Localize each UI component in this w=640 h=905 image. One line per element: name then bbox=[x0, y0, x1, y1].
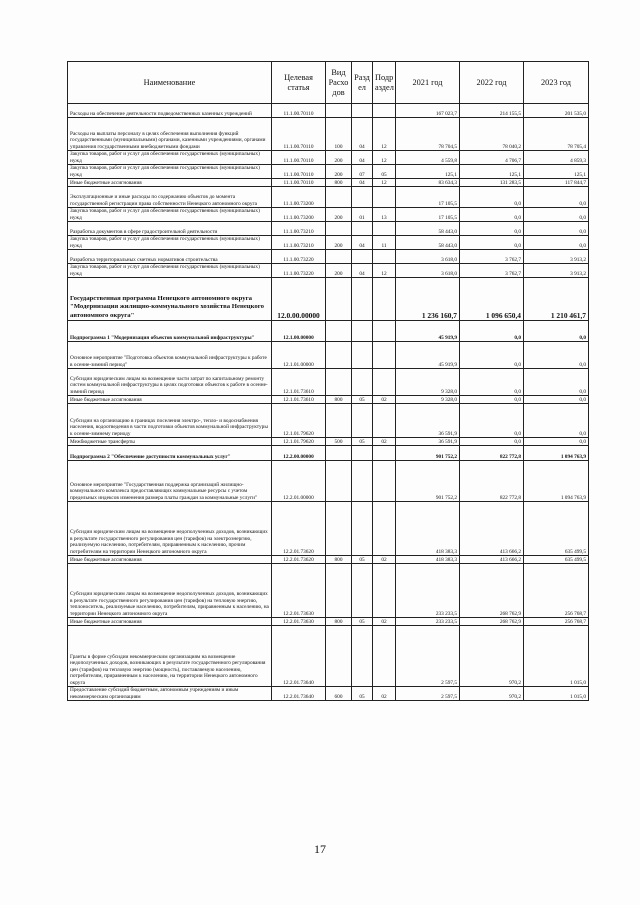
row-amount-2023: 635 499,5 bbox=[524, 502, 589, 556]
row-subsection bbox=[373, 626, 396, 687]
row-section bbox=[352, 404, 373, 438]
row-target-article: 12.1.01.73610 bbox=[272, 369, 326, 396]
row-target-article: 12.1.00.00000 bbox=[272, 321, 326, 342]
row-expense-type bbox=[326, 404, 352, 438]
table-row bbox=[68, 438, 589, 446]
row-amount-2022: 4 706,7 bbox=[460, 151, 524, 165]
row-subsection: 12 bbox=[373, 179, 396, 187]
table-row bbox=[68, 222, 589, 236]
table-body bbox=[68, 104, 589, 701]
row-amount-2022: 1 096 650,4 bbox=[460, 278, 524, 321]
row-subsection: 12 bbox=[373, 118, 396, 151]
table-row bbox=[68, 618, 589, 626]
row-amount-2023: 0,0 bbox=[524, 236, 589, 250]
row-name: Иные бюджетные ассигнования bbox=[68, 618, 272, 626]
row-name: Иные бюджетные ассигнования bbox=[68, 179, 272, 187]
row-amount-2023: 117 844,7 bbox=[524, 179, 589, 187]
row-subsection: 12 bbox=[373, 151, 396, 165]
row-amount-2023: 0,0 bbox=[524, 187, 589, 208]
row-amount-2022: 131 283,5 bbox=[460, 179, 524, 187]
row-amount-2022: 970,2 bbox=[460, 626, 524, 687]
row-amount-2021: 45 919,9 bbox=[396, 342, 460, 369]
row-amount-2023: 256 768,7 bbox=[524, 564, 589, 618]
row-section: 05 bbox=[352, 556, 373, 564]
table-row bbox=[68, 236, 589, 250]
row-expense-type bbox=[326, 369, 352, 396]
row-target-article: 11.1.00.70110 bbox=[272, 165, 326, 179]
row-expense-type: 100 bbox=[326, 118, 352, 151]
row-expense-type bbox=[326, 187, 352, 208]
header-year-2023: 2023 год bbox=[524, 62, 589, 104]
row-name: Закупка товаров, работ и услуг для обеспечения государственных (муниципальных) нужд bbox=[68, 264, 272, 278]
table-row bbox=[68, 502, 589, 556]
row-expense-type bbox=[326, 342, 352, 369]
row-amount-2023: 0,0 bbox=[524, 404, 589, 438]
row-section bbox=[352, 626, 373, 687]
row-amount-2022: 413 666,2 bbox=[460, 556, 524, 564]
row-amount-2021: 418 383,3 bbox=[396, 502, 460, 556]
row-name: Закупка товаров, работ и услуг для обеспечения государственных (муниципальных) нужд bbox=[68, 208, 272, 222]
row-amount-2022: 3 762,7 bbox=[460, 250, 524, 264]
row-expense-type bbox=[326, 564, 352, 618]
row-target-article: 12.2.01.00000 bbox=[272, 461, 326, 502]
row-amount-2023: 0,0 bbox=[524, 208, 589, 222]
row-amount-2023: 0,0 bbox=[524, 369, 589, 396]
row-amount-2023: 0,0 bbox=[524, 222, 589, 236]
row-section: 07 bbox=[352, 165, 373, 179]
row-name: Предоставление субсидий бюджетным, автономным учреждениям и иным некоммерческим организациям bbox=[68, 687, 272, 701]
header-section: Разд ел bbox=[352, 62, 373, 104]
row-amount-2022: 0,0 bbox=[460, 187, 524, 208]
row-amount-2021: 45 919,9 bbox=[396, 321, 460, 342]
table-row bbox=[68, 250, 589, 264]
row-amount-2022: 214 155,5 bbox=[460, 104, 524, 118]
row-section bbox=[352, 104, 373, 118]
row-expense-type bbox=[326, 321, 352, 342]
row-amount-2022: 822 772,8 bbox=[460, 446, 524, 461]
row-amount-2022: 0,0 bbox=[460, 404, 524, 438]
row-amount-2021: 125,1 bbox=[396, 165, 460, 179]
row-name: Расходы на обеспечение деятельности подведомственных казенных учреждений bbox=[68, 104, 272, 118]
row-amount-2022: 0,0 bbox=[460, 222, 524, 236]
row-subsection bbox=[373, 564, 396, 618]
row-amount-2023: 0,0 bbox=[524, 321, 589, 342]
row-expense-type bbox=[326, 250, 352, 264]
row-target-article: 12.2.00.00000 bbox=[272, 446, 326, 461]
row-amount-2022: 3 762,7 bbox=[460, 264, 524, 278]
row-section bbox=[352, 502, 373, 556]
row-name: Субсидии юридическим лицам на возмещение части затрат по капитальному ремонту систем коммунальной инфраструктуры в целях подготовки объектов к работе в осенне-зимний период bbox=[68, 369, 272, 396]
row-amount-2021: 9 328,0 bbox=[396, 396, 460, 404]
row-section: 04 bbox=[352, 118, 373, 151]
row-amount-2022: 0,0 bbox=[460, 236, 524, 250]
row-section: 04 bbox=[352, 264, 373, 278]
row-section bbox=[352, 321, 373, 342]
table-row bbox=[68, 321, 589, 342]
row-name: Субсидии юридическим лицам на возмещение недополученных доходов, возникающих в результате государственного регулирования цен (тарифов) на тепловую энергию, теплоноситель, реализуемые населению, потребителям, приравненным к населению, на территории Ненецкого автономного округа bbox=[68, 564, 272, 618]
row-amount-2022: 0,0 bbox=[460, 342, 524, 369]
table-header-row bbox=[68, 62, 589, 104]
row-expense-type: 200 bbox=[326, 151, 352, 165]
row-subsection bbox=[373, 461, 396, 502]
row-target-article: 12.1.01.79620 bbox=[272, 404, 326, 438]
row-section bbox=[352, 564, 373, 618]
row-name: Субсидии юридическим лицам на возмещение недополученных доходов, возникающих в результате государственного регулирования цен (тарифов) на электроэнергию, реализуемую населению, потребителям, приравненным к населению, прочим потребителям на территории Ненецкого автономного округа bbox=[68, 502, 272, 556]
row-amount-2022: 0,0 bbox=[460, 438, 524, 446]
row-subsection: 05 bbox=[373, 165, 396, 179]
row-name: Закупка товаров, работ и услуг для обеспечения государственных (муниципальных) нужд bbox=[68, 165, 272, 179]
row-name: Закупка товаров, работ и услуг для обеспечения государственных (муниципальных) нужд bbox=[68, 236, 272, 250]
row-section bbox=[352, 446, 373, 461]
row-expense-type: 800 bbox=[326, 396, 352, 404]
table-row bbox=[68, 687, 589, 701]
row-name: Гранты в форме субсидии некоммерческим организациям на возмещение недополученных доходов, возникающих в результате государственного регулирования цен (тарифов) на тепловую энергию (мощность), поставляемую населению, потребителям, приравненным к населению, на территории Ненецкого автономного округа bbox=[68, 626, 272, 687]
row-name: Иные бюджетные ассигнования bbox=[68, 396, 272, 404]
row-name: Основное мероприятие "Подготовка объектов коммунальной инфраструктуры к работе в осенне-зимний период" bbox=[68, 342, 272, 369]
row-name: Разработка документов в сфере градостроительной деятельности bbox=[68, 222, 272, 236]
row-name: Эксплуатационные и иные расходы по содержанию объектов до момента государственной регистрации права собственности Ненецкого автономного округа bbox=[68, 187, 272, 208]
row-subsection bbox=[373, 446, 396, 461]
row-amount-2022: 0,0 bbox=[460, 208, 524, 222]
row-subsection: 11 bbox=[373, 236, 396, 250]
row-amount-2023: 1 094 763,9 bbox=[524, 461, 589, 502]
row-section: 04 bbox=[352, 151, 373, 165]
header-subsection: Подр аздел bbox=[373, 62, 396, 104]
row-amount-2023: 1 015,0 bbox=[524, 687, 589, 701]
table-row bbox=[68, 369, 589, 396]
row-amount-2021: 418 383,3 bbox=[396, 556, 460, 564]
table-row bbox=[68, 208, 589, 222]
table-row bbox=[68, 446, 589, 461]
table-row bbox=[68, 396, 589, 404]
row-name: Разработка территориальных сметных нормативов строительства bbox=[68, 250, 272, 264]
row-amount-2021: 36 591,9 bbox=[396, 438, 460, 446]
row-expense-type bbox=[326, 502, 352, 556]
row-expense-type bbox=[326, 104, 352, 118]
row-section bbox=[352, 342, 373, 369]
row-amount-2021: 58 443,0 bbox=[396, 236, 460, 250]
row-expense-type: 800 bbox=[326, 556, 352, 564]
row-section: 01 bbox=[352, 208, 373, 222]
table-row bbox=[68, 179, 589, 187]
table-row bbox=[68, 461, 589, 502]
row-section: 04 bbox=[352, 179, 373, 187]
row-name: Субсидии на организацию в границах поселения электро-, тепло- и водоснабжения населения, водоотведения в части подготовки объектов коммунальной инфраструктуры к осенне-зимнему периоду bbox=[68, 404, 272, 438]
row-amount-2023: 1 210 461,7 bbox=[524, 278, 589, 321]
row-amount-2021: 36 591,9 bbox=[396, 404, 460, 438]
row-expense-type bbox=[326, 446, 352, 461]
row-subsection: 13 bbox=[373, 208, 396, 222]
table-row bbox=[68, 556, 589, 564]
row-subsection bbox=[373, 278, 396, 321]
row-section bbox=[352, 187, 373, 208]
row-amount-2023: 0,0 bbox=[524, 342, 589, 369]
row-amount-2021: 17 105,5 bbox=[396, 187, 460, 208]
row-amount-2022: 0,0 bbox=[460, 321, 524, 342]
table-row bbox=[68, 342, 589, 369]
row-section bbox=[352, 278, 373, 321]
row-subsection bbox=[373, 321, 396, 342]
row-name: Подпрограмма 2 "Обеспечение доступности коммунальных услуг" bbox=[68, 446, 272, 461]
row-amount-2022: 268 762,9 bbox=[460, 618, 524, 626]
row-name: Иные бюджетные ассигнования bbox=[68, 556, 272, 564]
row-section: 04 bbox=[352, 236, 373, 250]
row-subsection bbox=[373, 342, 396, 369]
row-amount-2021: 3 618,0 bbox=[396, 250, 460, 264]
row-amount-2023: 0,0 bbox=[524, 438, 589, 446]
table-row bbox=[68, 118, 589, 151]
row-amount-2023: 78 705,4 bbox=[524, 118, 589, 151]
page-number: 17 bbox=[314, 842, 326, 856]
row-expense-type: 200 bbox=[326, 208, 352, 222]
row-amount-2022: 0,0 bbox=[460, 396, 524, 404]
row-amount-2021: 4 559,8 bbox=[396, 151, 460, 165]
row-target-article: 12.2.01.73630 bbox=[272, 618, 326, 626]
header-year-2022: 2022 год bbox=[460, 62, 524, 104]
row-amount-2023: 125,1 bbox=[524, 165, 589, 179]
row-subsection bbox=[373, 250, 396, 264]
row-expense-type: 200 bbox=[326, 264, 352, 278]
row-subsection: 02 bbox=[373, 396, 396, 404]
row-amount-2021: 3 618,0 bbox=[396, 264, 460, 278]
row-target-article: 11.1.00.70110 bbox=[272, 151, 326, 165]
row-target-article: 12.2.01.73620 bbox=[272, 502, 326, 556]
row-section bbox=[352, 222, 373, 236]
row-subsection bbox=[373, 369, 396, 396]
table-row bbox=[68, 187, 589, 208]
row-name: Подпрограмма 1 "Модернизация объектов коммунальной инфраструктуры" bbox=[68, 321, 272, 342]
row-target-article: 12.2.01.73620 bbox=[272, 556, 326, 564]
row-amount-2022: 268 762,9 bbox=[460, 564, 524, 618]
row-target-article: 12.1.01.79620 bbox=[272, 438, 326, 446]
row-section bbox=[352, 250, 373, 264]
row-expense-type bbox=[326, 626, 352, 687]
row-target-article: 11.1.00.70110 bbox=[272, 179, 326, 187]
row-target-article: 12.1.01.73610 bbox=[272, 396, 326, 404]
row-subsection bbox=[373, 187, 396, 208]
row-amount-2021: 1 236 160,7 bbox=[396, 278, 460, 321]
row-subsection: 12 bbox=[373, 264, 396, 278]
table-row bbox=[68, 626, 589, 687]
row-section: 05 bbox=[352, 396, 373, 404]
row-section bbox=[352, 461, 373, 502]
row-amount-2023: 1 015,0 bbox=[524, 626, 589, 687]
row-name: Межбюджетные трансферты bbox=[68, 438, 272, 446]
table-row bbox=[68, 165, 589, 179]
row-expense-type: 600 bbox=[326, 687, 352, 701]
row-target-article: 11.1.00.73200 bbox=[272, 208, 326, 222]
row-target-article: 11.1.00.73210 bbox=[272, 222, 326, 236]
row-target-article: 11.1.00.73220 bbox=[272, 250, 326, 264]
row-amount-2022: 970,2 bbox=[460, 687, 524, 701]
row-amount-2021: 58 443,0 bbox=[396, 222, 460, 236]
row-amount-2021: 2 597,5 bbox=[396, 687, 460, 701]
row-subsection: 02 bbox=[373, 438, 396, 446]
row-amount-2022: 822 772,8 bbox=[460, 461, 524, 502]
row-name: Закупка товаров, работ и услуг для обеспечения государственных (муниципальных) нужд bbox=[68, 151, 272, 165]
row-expense-type: 800 bbox=[326, 618, 352, 626]
row-amount-2023: 3 913,2 bbox=[524, 264, 589, 278]
row-name: Расходы на выплаты персоналу в целях обеспечения выполнения функций государственными (муниципальными) органами, казенными учреждениями, органами управления государственными внебюджетными фондами bbox=[68, 118, 272, 151]
row-expense-type: 200 bbox=[326, 236, 352, 250]
header-name: Наименование bbox=[68, 62, 272, 104]
row-amount-2021: 2 597,5 bbox=[396, 626, 460, 687]
row-subsection: 02 bbox=[373, 618, 396, 626]
table-row bbox=[68, 278, 589, 321]
row-expense-type bbox=[326, 222, 352, 236]
row-amount-2021: 17 105,5 bbox=[396, 208, 460, 222]
row-subsection bbox=[373, 222, 396, 236]
row-expense-type: 500 bbox=[326, 438, 352, 446]
row-target-article: 11.1.00.70110 bbox=[272, 104, 326, 118]
table-row bbox=[68, 564, 589, 618]
row-amount-2021: 901 752,2 bbox=[396, 446, 460, 461]
header-year-2021: 2021 год bbox=[396, 62, 460, 104]
row-target-article: 11.1.00.73220 bbox=[272, 264, 326, 278]
row-expense-type: 800 bbox=[326, 179, 352, 187]
row-name: Государственная программа Ненецкого автономного округа "Модернизация жилищно-коммунального хозяйства Ненецкого автономного округа" bbox=[68, 278, 272, 321]
header-expense-type: Вид Расхо дов bbox=[326, 62, 352, 104]
row-target-article: 11.1.00.73210 bbox=[272, 236, 326, 250]
row-section: 05 bbox=[352, 687, 373, 701]
row-amount-2023: 256 768,7 bbox=[524, 618, 589, 626]
row-amount-2021: 233 233,5 bbox=[396, 618, 460, 626]
table-row bbox=[68, 264, 589, 278]
row-amount-2022: 413 666,2 bbox=[460, 502, 524, 556]
budget-table bbox=[67, 61, 589, 701]
row-target-article: 12.2.01.73640 bbox=[272, 626, 326, 687]
row-target-article: 12.2.01.73640 bbox=[272, 687, 326, 701]
row-amount-2021: 83 634,3 bbox=[396, 179, 460, 187]
row-amount-2023: 0,0 bbox=[524, 396, 589, 404]
row-subsection bbox=[373, 404, 396, 438]
table-row bbox=[68, 151, 589, 165]
row-amount-2021: 167 023,7 bbox=[396, 104, 460, 118]
row-subsection bbox=[373, 502, 396, 556]
row-expense-type: 200 bbox=[326, 165, 352, 179]
row-subsection bbox=[373, 104, 396, 118]
row-subsection: 02 bbox=[373, 556, 396, 564]
row-expense-type bbox=[326, 278, 352, 321]
row-amount-2023: 3 913,2 bbox=[524, 250, 589, 264]
row-amount-2022: 0,0 bbox=[460, 369, 524, 396]
row-amount-2021: 901 752,2 bbox=[396, 461, 460, 502]
row-target-article: 12.1.01.00000 bbox=[272, 342, 326, 369]
header-target-article: Целевая статья bbox=[272, 62, 326, 104]
row-target-article: 12.0.00.00000 bbox=[272, 278, 326, 321]
row-amount-2022: 78 040,2 bbox=[460, 118, 524, 151]
table-row bbox=[68, 104, 589, 118]
row-amount-2021: 233 233,5 bbox=[396, 564, 460, 618]
row-amount-2021: 9 328,0 bbox=[396, 369, 460, 396]
row-section: 05 bbox=[352, 618, 373, 626]
row-amount-2023: 1 094 763,9 bbox=[524, 446, 589, 461]
row-expense-type bbox=[326, 461, 352, 502]
table-row bbox=[68, 404, 589, 438]
row-amount-2023: 635 499,5 bbox=[524, 556, 589, 564]
row-subsection: 02 bbox=[373, 687, 396, 701]
row-section: 05 bbox=[352, 438, 373, 446]
row-amount-2023: 201 535,0 bbox=[524, 104, 589, 118]
row-target-article: 12.2.01.73630 bbox=[272, 564, 326, 618]
row-amount-2021: 78 704,5 bbox=[396, 118, 460, 151]
row-section bbox=[352, 369, 373, 396]
row-amount-2022: 125,1 bbox=[460, 165, 524, 179]
row-amount-2023: 4 859,3 bbox=[524, 151, 589, 165]
row-name: Основное мероприятие "Государственная поддержка организаций жилищно-коммунального комплекса предоставляющих коммунальные ресурсы с учетом предельных индексов изменения размера платы граждан за коммунальные услуги" bbox=[68, 461, 272, 502]
row-target-article: 11.1.00.70110 bbox=[272, 118, 326, 151]
row-target-article: 11.1.00.73200 bbox=[272, 187, 326, 208]
